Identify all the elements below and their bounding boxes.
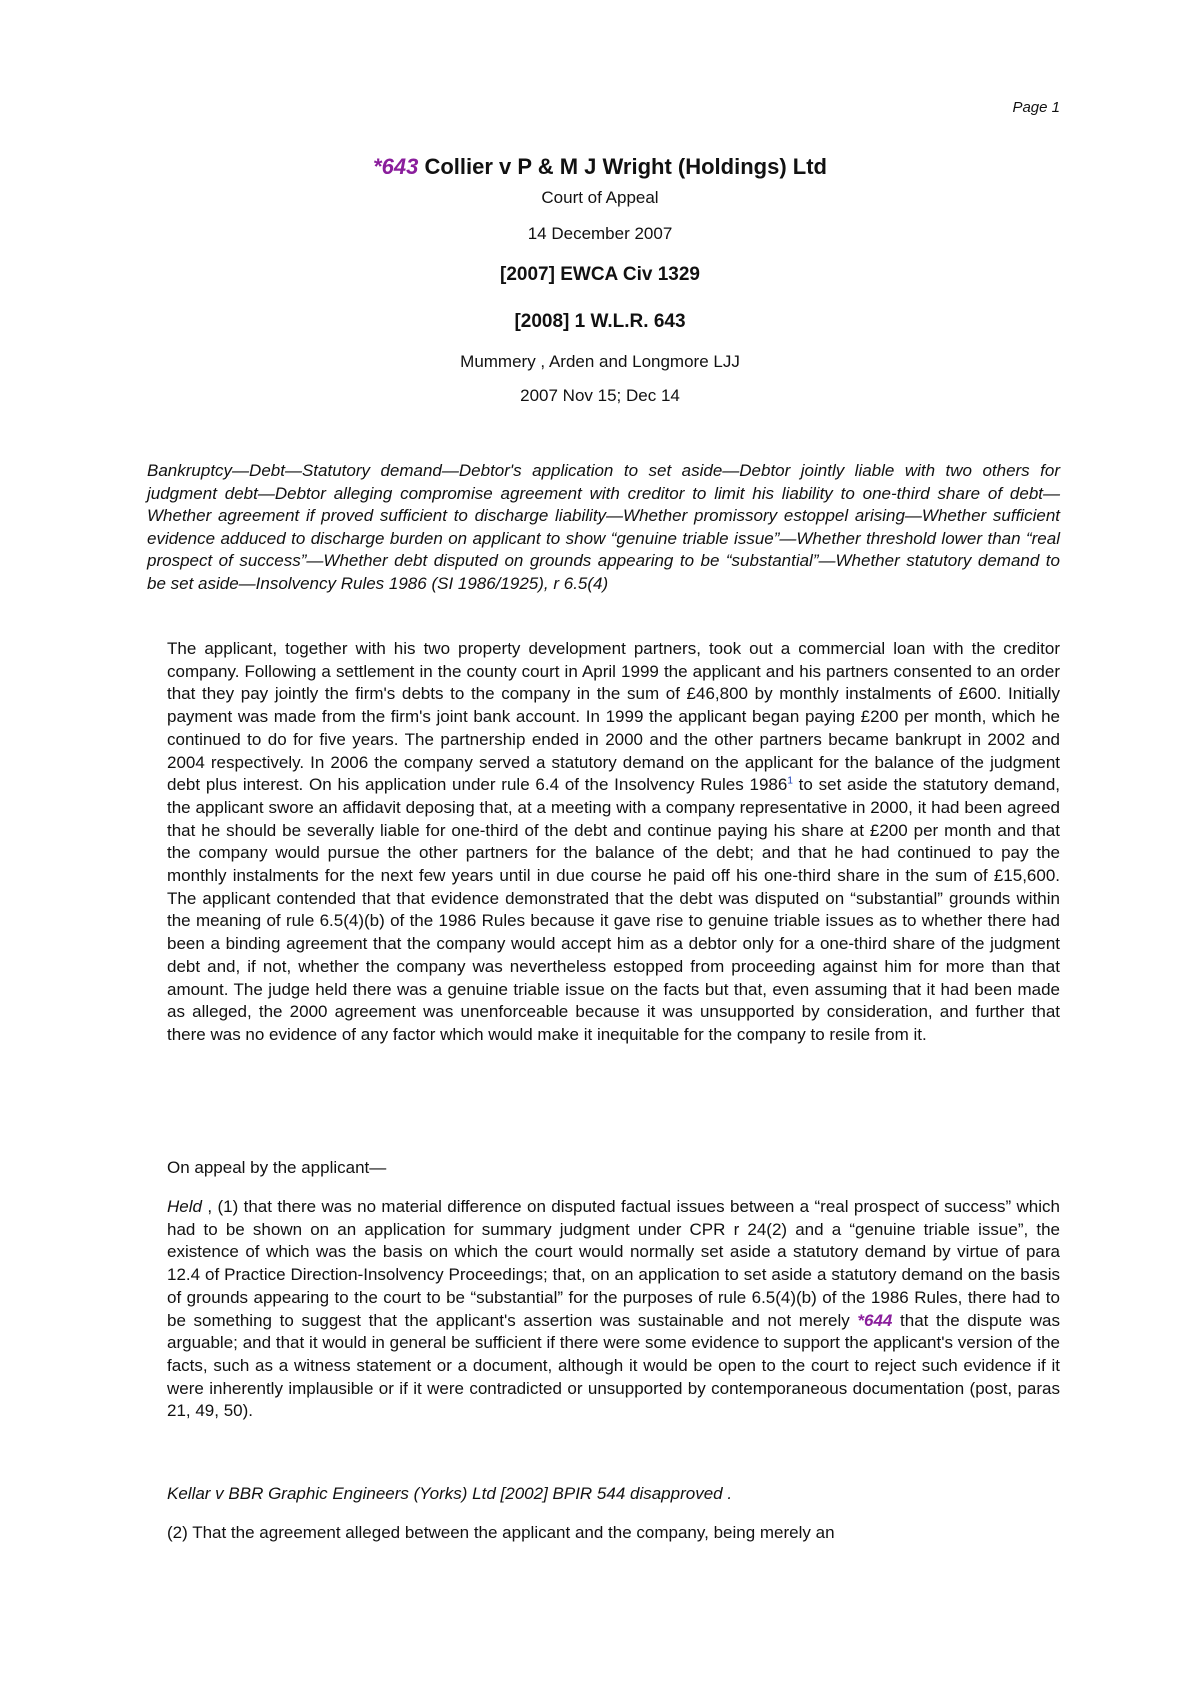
judges: Mummery , Arden and Longmore LJJ (460, 352, 740, 371)
case-title (0, 154, 1200, 180)
facts-text-part-2: to set aside the statutory demand, the applicant swore an affidavit deposing that, at a meeting with a company representative in 2000, it had been agreed that he should be severally liable for one-third of the debt and continue paying his share at £200 per month and that the company would pursue the other partners for the balance of the debt; and that he had continued to pay the monthly instalments for the next few years until in due course he paid off his one-third share in the sum of £15,600. The applicant contended that that evidence demonstrated that the debt was disputed on “substantial” grounds within the meaning of rule 6.5(4)(b) of the 1986 Rules because it gave rise to genuine triable issues as to whether there had been a binding agreement that the company would accept him as a debtor only for a one-third share of the judgment debt and, if not, whether the company was nevertheless estopped from proceeding against him for more than that amount. The judge held there was a genuine triable issue on the facts but that, even assuming that it had been made as alleged, the 2000 agreement was unenforceable because it was unsupported by consideration, and further that there was no evidence of any factor which would make it inequitable for the company to resile from it. (167, 775, 1060, 1044)
footnote-link[interactable]: 1 (787, 775, 793, 787)
facts-paragraph (167, 638, 1060, 1047)
held-text-part-1: , (1) that there was no material difference on disputed factual issues between a “real prospect of success” which had to be shown on an application for summary judgment under CPR r 24(2) and a “genuine triable issue”, the existence of which was the basis on which the court would normally set aside a statutory demand by virtue of para 12.4 of Practice Direction-Insolvency Proceedings; that, on an application to set aside a statutory demand on the basis of grounds appearing to the court to be “substantial” for the purposes of rule 6.5(4)(b) of the 1986 Rules, there had to be something to suggest that the applicant's assertion was sustainable and not merely (167, 1197, 1060, 1330)
report-citation: [2008] 1 W.L.R. 643 (514, 311, 686, 332)
held-paragraph (167, 1196, 1060, 1423)
held-text-part-2: that the dispute was arguable; and that it would in general be sufficient if there were some evidence to support the applicant's version of the facts, such as a witness statement or a document, although it would be open to the court to reject such evidence if it were inherently implausible or if it were contradicted or unsupported by contemporaneous documentation (post, paras 21, 49, 50). (167, 1310, 1060, 1421)
judgment-date: 14 December 2007 (527, 224, 673, 243)
held-paragraph-2: (2) That the agreement alleged between the applicant and the company, being merely an (167, 1523, 835, 1542)
case-name: Collier v P & M J Wright (Holdings) Ltd (424, 154, 827, 179)
held-label: Held (167, 1197, 202, 1216)
neutral-citation: [2007] EWCA Civ 1329 (500, 264, 700, 285)
disapproved-case: Kellar v BBR Graphic Engineers (Yorks) Ltd [2002] BPIR 544 disapproved . (167, 1484, 733, 1503)
page-number: Page 1 (1012, 99, 1060, 116)
star-page-link-644[interactable]: *644 (857, 1310, 893, 1330)
star-page-link[interactable]: *643 (373, 154, 419, 179)
appeal-intro: On appeal by the applicant— (167, 1158, 387, 1177)
facts-text-part-1: The applicant, together with his two property development partners, took out a commercial loan with the creditor company. Following a settlement in the county court in April 1999 the applicant and his partners consented to an order that they pay jointly the firm's debts to the company in the sum of £46,800 by monthly instalments of £600. Initially payment was made from the firm's joint bank account. In 1999 the applicant began paying £200 per month, which he continued to do for five years. The partnership ended in 2000 and the other partners became bankrupt in 2002 and 2004 respectively. In 2006 the company served a statutory demand on the applicant for the balance of the judgment debt plus interest. On his application under rule 6.4 of the Insolvency Rules 1986 (167, 639, 1060, 795)
hearing-dates: 2007 Nov 15; Dec 14 (520, 386, 680, 405)
court-name: Court of Appeal (541, 188, 659, 207)
catchwords: Bankruptcy—Debt—Statutory demand—Debtor's application to set aside—Debtor jointly liable with two others for judgment debt—Debtor alleging compromise agreement with creditor to limit his liability to one-third share of debt—Whether agreement if proved sufficient to discharge liability—Whether promissory estoppel arising—Whether sufficient evidence adduced to discharge burden on applicant to show “genuine triable issue”—Whether threshold lower than “real prospect of success”—Whether debt disputed on grounds appearing to be “substantial”—Whether statutory demand to be set aside—Insolvency Rules 1986 (SI 1986/1925), r 6.5(4) (147, 461, 1060, 593)
